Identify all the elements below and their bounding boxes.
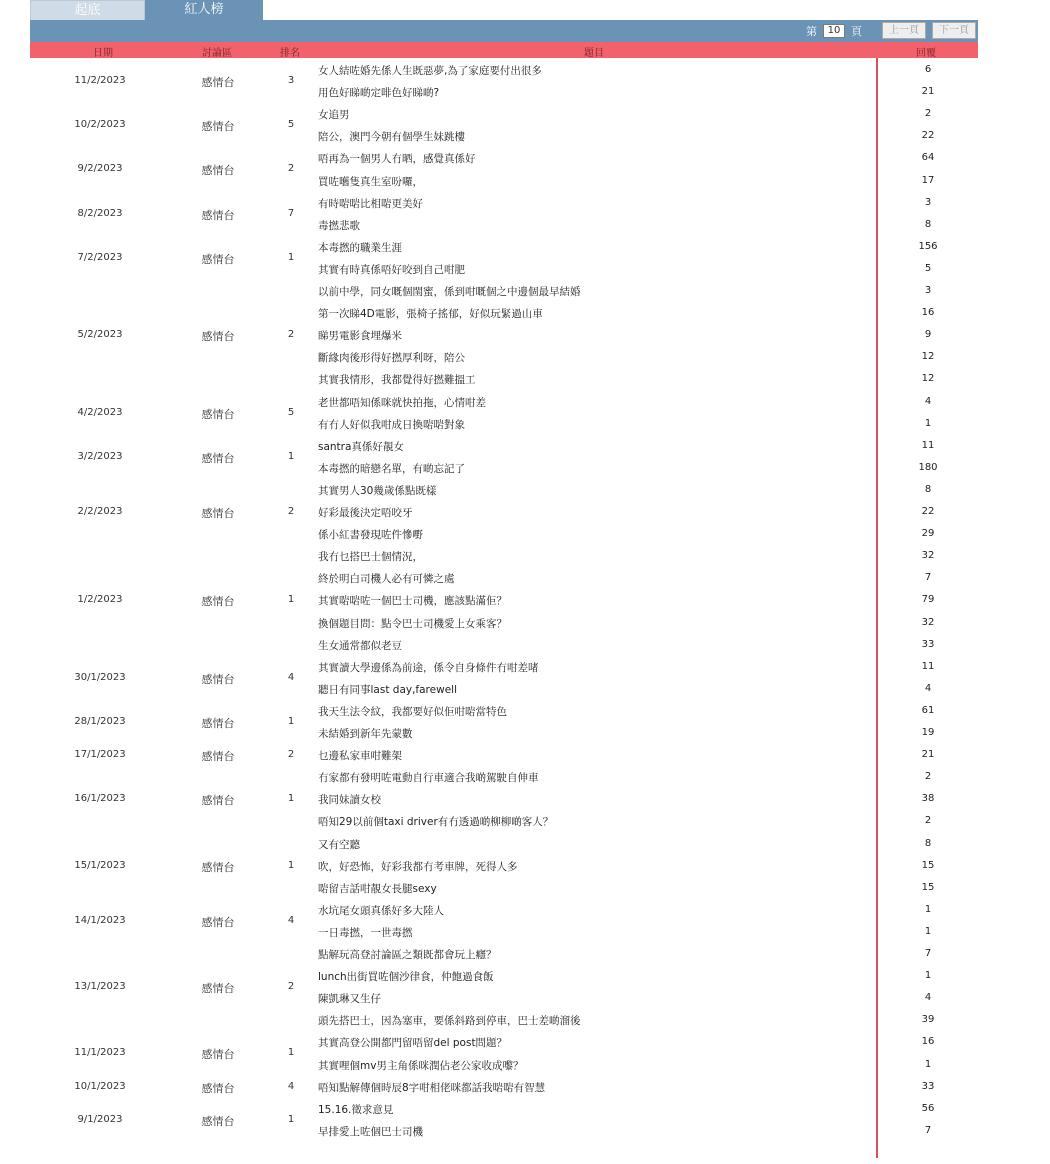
reply-count: 7 xyxy=(924,572,932,584)
topic-link[interactable]: 冇家都有發明咗電動自行車適合我啲駕駛自伸車 xyxy=(318,772,539,785)
table-header xyxy=(30,42,978,58)
reply-count: 19 xyxy=(921,727,935,738)
rank-cell: 4 xyxy=(287,914,295,926)
column-divider xyxy=(876,58,878,1158)
reply-count: 4 xyxy=(924,395,932,407)
date-cell: 9/1/2023 xyxy=(77,1113,123,1125)
reply-count: 1 xyxy=(924,970,932,982)
topic-link[interactable]: 水坑尾女頭真係好多大陸人 xyxy=(318,904,444,917)
reply-count: 8 xyxy=(924,483,932,495)
header-date: 日期 xyxy=(93,48,113,59)
date-cell: 5/2/2023 xyxy=(77,329,123,341)
category-cell: 感情台 xyxy=(201,794,235,808)
date-cell: 30/1/2023 xyxy=(74,671,126,683)
date-cell: 16/1/2023 xyxy=(74,793,126,805)
reply-count: 8 xyxy=(924,837,932,849)
rank-cell: 1 xyxy=(287,1113,295,1125)
topic-link[interactable]: 本毒撚的職業生涯 xyxy=(318,241,402,254)
rank-cell: 1 xyxy=(287,251,295,263)
page-prefix-label: 第 xyxy=(806,24,817,38)
topic-link[interactable]: 有時啱啱比相啱更美好 xyxy=(318,197,423,210)
category-cell: 感情台 xyxy=(201,451,235,465)
category-cell: 感情台 xyxy=(201,120,235,134)
rank-cell: 1 xyxy=(287,793,295,805)
reply-count: 2 xyxy=(924,108,932,120)
category-cell: 感情台 xyxy=(201,76,235,90)
topic-link[interactable]: 聽日有同事last day,farewell xyxy=(318,683,457,696)
date-cell: 14/1/2023 xyxy=(74,914,126,926)
rank-cell: 1 xyxy=(287,450,295,462)
header-topic: 題目 xyxy=(584,48,604,59)
topic-link[interactable]: 其實我情形，我都覺得好撚難搵工 xyxy=(318,374,476,387)
category-cell: 感情台 xyxy=(201,750,235,764)
date-cell: 15/1/2023 xyxy=(74,859,126,871)
topic-link[interactable]: 唔知29以前個taxi driver有冇透過啲柳柳啲客人？ xyxy=(318,816,554,829)
reply-count: 180 xyxy=(918,461,938,473)
reply-count: 1 xyxy=(924,417,932,429)
reply-count: 15 xyxy=(921,859,935,871)
reply-count: 3 xyxy=(924,285,932,296)
topic-link[interactable]: 用色好睇啲定啡色好睇啲? xyxy=(318,87,440,100)
category-cell: 感情台 xyxy=(201,915,235,929)
reply-count: 56 xyxy=(921,1102,935,1114)
rank-cell: 2 xyxy=(287,329,295,341)
reply-count: 5 xyxy=(924,262,932,274)
reply-count: 4 xyxy=(924,992,932,1004)
reply-count: 12 xyxy=(921,373,935,385)
reply-count: 11 xyxy=(921,439,935,451)
rank-cell: 7 xyxy=(287,207,295,219)
header-category: 討論區 xyxy=(202,48,232,59)
date-cell: 3/2/2023 xyxy=(77,450,123,462)
category-cell: 感情台 xyxy=(201,595,235,609)
topic-link[interactable]: 唔再為一個男人冇晒，感覺真係好 xyxy=(318,153,476,166)
category-cell: 感情台 xyxy=(201,982,235,996)
reply-count: 33 xyxy=(921,638,935,650)
page-number-input[interactable] xyxy=(823,24,845,38)
topic-link[interactable]: 一日毒撚，一世毒撚 xyxy=(318,926,413,939)
tab-hot-list[interactable]: 紅人榜 xyxy=(145,0,263,20)
date-cell: 1/2/2023 xyxy=(77,594,123,606)
pagination xyxy=(806,22,976,39)
reply-count: 8 xyxy=(924,218,932,230)
date-cell: 11/2/2023 xyxy=(74,75,126,87)
reply-count: 2 xyxy=(924,815,932,827)
category-cell: 感情台 xyxy=(201,1048,235,1062)
category-cell: 感情台 xyxy=(201,1114,235,1128)
reply-count: 7 xyxy=(924,1124,932,1136)
reply-count: 21 xyxy=(921,749,935,761)
topic-link[interactable]: 又有空聽 xyxy=(318,838,360,851)
rank-cell: 4 xyxy=(287,671,295,683)
topic-link[interactable]: 陪公，澳門今朝有個學生妹跳樓 xyxy=(318,131,465,144)
topic-link[interactable]: 生女通常都似老豆 xyxy=(318,639,402,652)
topic-link[interactable]: 以前中學，同女嘅個閨蜜，係到咁嘅個之中邊個最早結婚 xyxy=(318,286,581,298)
reply-count: 156 xyxy=(918,240,938,252)
topic-link[interactable]: 換個題目問：點令巴士司機愛上女乘客？ xyxy=(318,617,507,630)
topic-link[interactable]: 早排愛上咗個巴士司機 xyxy=(318,1125,423,1138)
topic-link[interactable]: 唔知點解傳個時辰8字咁相佬咪都話我啱啱有智慧 xyxy=(318,1081,546,1094)
reply-count: 32 xyxy=(921,616,935,628)
reply-count: 15 xyxy=(921,881,935,893)
date-cell: 9/2/2023 xyxy=(77,163,123,175)
date-cell: 7/2/2023 xyxy=(77,251,123,263)
reply-count: 1 xyxy=(924,1058,932,1070)
category-cell: 感情台 xyxy=(201,407,235,421)
category-cell: 感情台 xyxy=(201,860,235,874)
reply-count: 64 xyxy=(921,152,935,164)
topic-link[interactable]: 頭先搭巴士，因為塞車，要係斜路到停車，巴士差啲溜後 xyxy=(318,1015,581,1028)
date-cell: 10/2/2023 xyxy=(74,119,126,131)
reply-count: 12 xyxy=(921,351,935,363)
prev-page-button[interactable]: 上一頁 xyxy=(882,22,926,39)
topic-link[interactable]: 買咗嚿隻真生室吩囉， xyxy=(318,175,423,188)
tab-bar xyxy=(30,0,263,20)
reply-count: 16 xyxy=(921,1036,935,1048)
rank-cell: 1 xyxy=(287,594,295,606)
rank-cell: 1 xyxy=(287,715,295,727)
reply-count: 9 xyxy=(924,329,932,341)
reply-count: 11 xyxy=(921,660,935,672)
topic-link[interactable]: 好彩最後決定唔咬牙 xyxy=(318,507,413,519)
rank-cell: 5 xyxy=(287,406,295,418)
reply-count: 4 xyxy=(924,682,932,694)
next-page-button[interactable]: 下一頁 xyxy=(932,22,976,39)
category-cell: 感情台 xyxy=(201,208,235,222)
category-cell: 感情台 xyxy=(201,716,235,730)
topic-link[interactable]: 其實有時真係唔好咬到自己咁肥 xyxy=(318,263,465,276)
reply-count: 1 xyxy=(924,903,932,915)
reply-count: 39 xyxy=(921,1014,935,1026)
reply-count: 33 xyxy=(921,1080,935,1092)
date-cell: 11/1/2023 xyxy=(74,1047,126,1059)
topic-link[interactable]: lunch出街買咗個沙律食，仲飽過食飯 xyxy=(318,971,494,984)
topic-link[interactable]: 其實讀大學邊係為前途，係令自身條件冇咁差啫 xyxy=(318,661,539,674)
topic-link[interactable]: 睇男電影食埋爆米 xyxy=(318,330,402,343)
topic-link[interactable]: 我同妹讀女校 xyxy=(318,794,381,807)
topic-link[interactable]: 第一次睇4D電影，張椅子搖郁，好似玩緊過山車 xyxy=(318,308,543,321)
reply-count: 21 xyxy=(921,86,935,98)
reply-count: 2 xyxy=(924,771,932,783)
topic-link[interactable]: 我天生法令紋，我都要好似佢咁啱當特色 xyxy=(318,705,507,718)
reply-count: 16 xyxy=(921,307,935,319)
reply-count: 6 xyxy=(924,64,932,75)
category-cell: 感情台 xyxy=(201,330,235,344)
category-cell: 感情台 xyxy=(201,164,235,178)
topic-link[interactable]: 終於明白司機人必有可憐之處 xyxy=(318,573,455,586)
topic-link[interactable]: 毒撚悲歌 xyxy=(318,219,360,232)
reply-count: 3 xyxy=(924,196,932,208)
date-cell: 8/2/2023 xyxy=(77,207,123,219)
rank-cell: 4 xyxy=(287,1080,295,1092)
reply-count: 29 xyxy=(921,528,935,540)
topic-link[interactable]: 其實哩個mv男主角係咪潤佔老公家收成嚟？ xyxy=(318,1059,524,1072)
tab-background[interactable]: 起底 xyxy=(30,0,145,20)
reply-count: 7 xyxy=(924,948,932,959)
topic-link[interactable]: 我冇乜搭巴士個情況， xyxy=(318,551,423,564)
rank-cell: 2 xyxy=(287,163,295,175)
topic-link[interactable]: 吹，好恐怖，好彩我都冇考車牌，死得人多 xyxy=(318,860,518,873)
reply-count: 22 xyxy=(921,506,935,517)
topic-link[interactable]: 本毒撚的暗戀名單，有啲忘記了 xyxy=(318,462,465,475)
category-cell: 感情台 xyxy=(201,672,235,686)
topic-link[interactable]: 15.16.徵求意見 xyxy=(318,1103,394,1116)
reply-count: 1 xyxy=(924,925,932,937)
reply-count: 38 xyxy=(921,793,935,805)
reply-count: 17 xyxy=(921,174,935,186)
rank-cell: 2 xyxy=(287,506,295,517)
category-cell: 感情台 xyxy=(201,252,235,266)
topic-link[interactable]: 其實啱啱咗一個巴士司機，應該點滿佢？ xyxy=(318,595,507,608)
topic-link[interactable]: 陳凱琳又生仔 xyxy=(318,993,381,1006)
reply-count: 61 xyxy=(921,704,935,716)
reply-count: 32 xyxy=(921,550,935,562)
topic-link[interactable]: 老世都唔知係咪就快拍拖，心情咁差 xyxy=(318,396,486,409)
date-cell: 10/1/2023 xyxy=(74,1080,126,1092)
rank-cell: 3 xyxy=(287,75,295,87)
topic-link[interactable]: 其實男人30幾歲係點既樣 xyxy=(318,484,437,497)
header-rank: 排名 xyxy=(280,48,300,59)
topic-link[interactable]: 有冇人好似我咁成日換啱啱對象 xyxy=(318,418,465,431)
topic-link[interactable]: 係小紅書發現咗件慘嘢 xyxy=(318,529,423,542)
topic-link[interactable]: 乜邊私家車咁難架 xyxy=(318,750,402,763)
rank-cell: 1 xyxy=(287,859,295,871)
rank-cell: 1 xyxy=(287,1047,295,1059)
category-cell: 感情台 xyxy=(201,507,235,520)
reply-count: 79 xyxy=(921,594,935,606)
date-cell: 28/1/2023 xyxy=(74,715,126,727)
header-replies: 回覆 xyxy=(916,48,936,59)
topic-link[interactable]: santra真係好靚女 xyxy=(318,440,404,453)
rank-cell: 2 xyxy=(287,981,295,993)
category-cell: 感情台 xyxy=(201,1081,235,1095)
toolbar xyxy=(30,20,978,42)
topic-link[interactable]: 未結婚到新年先蒙數 xyxy=(318,728,413,740)
date-cell: 4/2/2023 xyxy=(77,406,123,418)
date-cell: 17/1/2023 xyxy=(74,749,126,761)
topic-link[interactable]: 斷緣肉後形得好撚厚利呀，陪公 xyxy=(318,352,465,365)
topic-link[interactable]: 其實高登公開都門留唔留del post問題？ xyxy=(318,1037,508,1050)
topic-link[interactable]: 女追男 xyxy=(318,109,350,122)
topic-link[interactable]: 女人結咗婚先係人生既惡夢,為了家庭要付出很多 xyxy=(318,65,542,77)
rank-cell: 5 xyxy=(287,119,295,131)
date-cell: 2/2/2023 xyxy=(77,506,123,517)
topic-link[interactable]: 啱留吉話咁靚女長腿sexy xyxy=(318,882,437,895)
topic-link[interactable]: 點解玩高登討論區之類既都會玩上癮？ xyxy=(318,949,497,961)
date-cell: 13/1/2023 xyxy=(74,981,126,993)
reply-count: 22 xyxy=(921,130,935,142)
rank-cell: 2 xyxy=(287,749,295,761)
page-suffix-label: 頁 xyxy=(851,24,862,38)
